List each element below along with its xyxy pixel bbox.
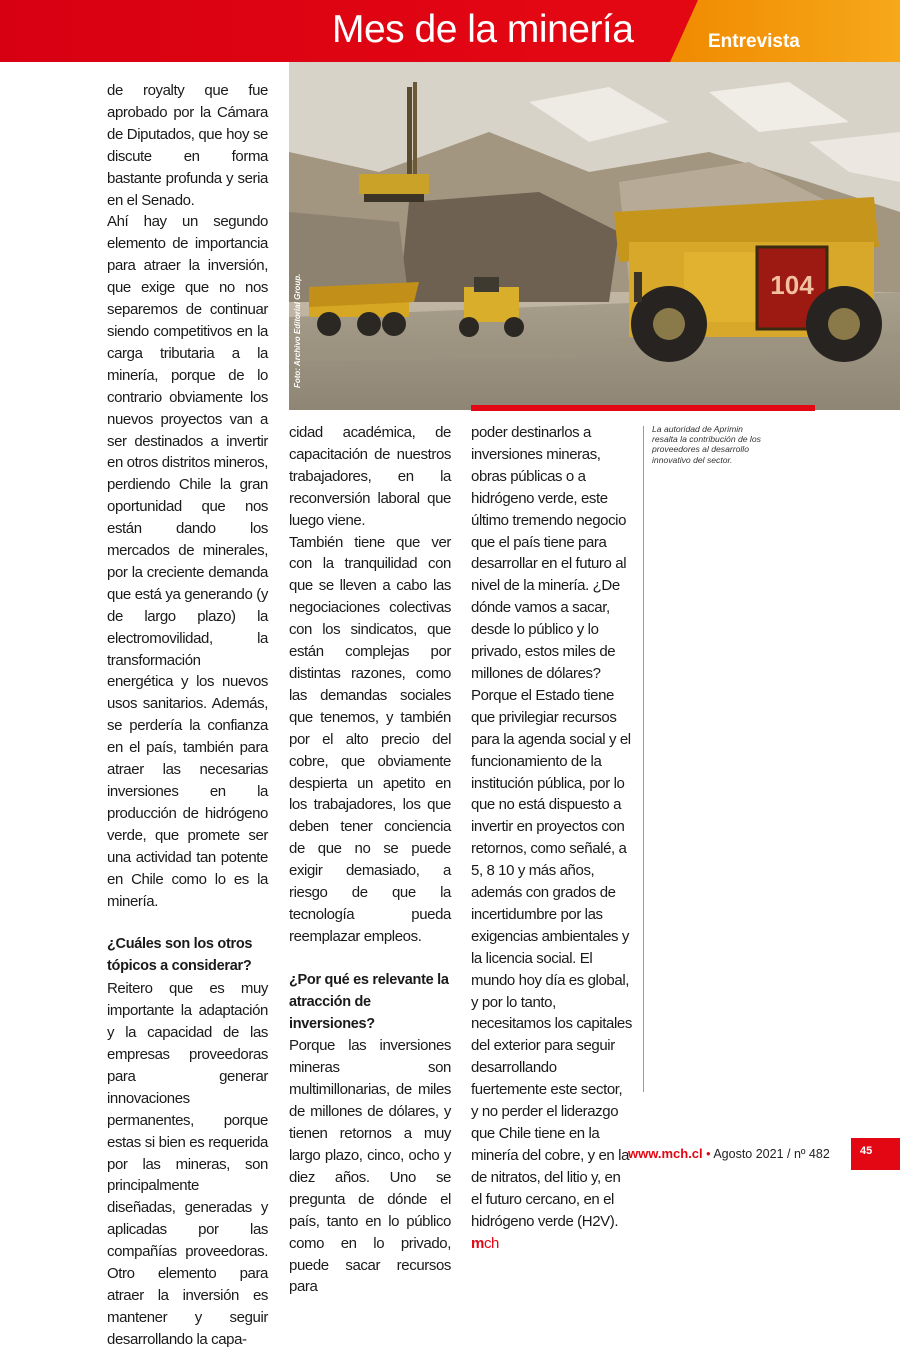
paragraph-text: poder destinarlos a inversiones mineras, obras públicas o a hidrógeno verde, este último tremendo negocio que el país tiene para desarrollar en el futuro al nivel de la minería. ¿De dónde vamos a sacar, desde lo público y lo privado, estos miles de millones de dólares? Porque el Estado tiene que privilegiar recursos para la agenda social y el funcionamiento de la institución pública, por lo que no está dispuesto a invertir en proyectos con retornos, como señalé, a 5, 8 10 y más años, además con grados de incertidumbre por las exigencias ambientales y la licencia social. El mundo hoy día es global, y por lo tanto, necesitamos los capitales del exterior para seguir desarrollando fuertemente este sector, y no perder el liderazgo que Chile tiene en la minería del cobre, y en la de nitratos, del litio y, en el futuro cercano, en el hidrógeno verde (H2V). bbox=[471, 424, 632, 1230]
article-column-1 bbox=[107, 80, 268, 1351]
accent-red-bar bbox=[471, 405, 815, 411]
photo-credit bbox=[293, 273, 305, 388]
caption-divider bbox=[643, 426, 644, 1092]
footer-url[interactable]: www.mch.cl bbox=[628, 1146, 703, 1161]
footer-issue: Agosto 2021 / nº 482 bbox=[713, 1147, 830, 1161]
interview-question: ¿Cuáles son los otros tópicos a considerar? bbox=[107, 936, 253, 975]
truck-number: 104 bbox=[770, 270, 814, 300]
article-column-2 bbox=[289, 422, 451, 1298]
page-footer bbox=[628, 1146, 830, 1161]
paragraph: de royalty que fue aprobado por la Cámara de Diputados, que hoy se discute en forma bastante profunda y seria en el Senado. bbox=[107, 82, 268, 209]
header-title: Mes de la minería bbox=[332, 8, 634, 51]
mch-sign-ch: ch bbox=[483, 1234, 499, 1252]
paragraph: Porque las inversiones mineras son multimillonarias, de miles de millones de dólares, y tienen retornos a muy largo plazo, cinco, ocho y diez años. Uno se pregunta de dónde el país, tanto en lo público como en lo privado, puede sacar recursos para bbox=[289, 1037, 451, 1296]
paragraph: Reitero que es muy importante la adaptación y la capacidad de las empresas proveedoras para generar innovaciones permanentes, porque estas si bien es requerida por las mineras, son principalmente diseñadas, generadas y aplicadas por las compañías proveedoras. Otro elemento para atraer la inversión es mantener y seguir desarrollando la capa- bbox=[107, 980, 268, 1348]
photo-credit-text: Foto: Archivo Editorial Group. bbox=[293, 273, 302, 388]
article-column-3 bbox=[471, 422, 633, 1254]
paragraph: cidad académica, de capacitación de nuestros trabajadores, en la reconversión laboral que luego viene. bbox=[289, 424, 451, 529]
mch-sign-m: m bbox=[471, 1234, 484, 1252]
page-number-box bbox=[851, 1138, 900, 1170]
page-header bbox=[0, 0, 900, 62]
photo-caption: La autoridad de Aprimin resalta la contribución de los proveedores al desarrollo innovativo del sector. bbox=[652, 424, 761, 465]
header-section-label: Entrevista bbox=[708, 31, 800, 52]
page-number: 45 bbox=[860, 1145, 873, 1157]
paragraph bbox=[471, 422, 633, 1254]
footer-separator: • bbox=[706, 1147, 711, 1161]
mining-trucks-photo bbox=[289, 62, 900, 410]
paragraph: Ahí hay un segundo elemento de importancia para atraer la inversión, que exige que no nos separemos de continuar siendo competitivos en la carga tributaria a la minería, porque de lo contrario obviamente los nuevos proyectos van a ser destinados a invertir en otros distritos mineros, perdiendo Chile la gran oportunidad que nos están dando los mercados de minerales, por la creciente demanda que está ya generando (y de largo plazo) la electromovilidad, la transformación energética y los nuevos usos sanitarios. Además, se perdería la confianza en el país, también para atraer las necesarias inversiones en la producción de hidrógeno verde, que promete ser una actividad tan potente en Chile como lo es la minería. bbox=[107, 213, 268, 910]
interview-question: ¿Por qué es relevante la atracción de inversiones? bbox=[289, 971, 449, 1032]
mch-end-sign bbox=[471, 1235, 499, 1252]
paragraph: También tiene que ver con la tranquilidad con que se lleven a cabo las negociaciones colectivas con los sindicatos, que están complejas por distintas razones, como las demandas sociales que tenemos, y también por el alto precio del cobre, que obviamente despierta un apetito en los trabajadores, los que deben tener conciencia de que no se puede exigir demasiado, a riesgo de que la tecnología pueda reemplazar empleos. bbox=[289, 533, 451, 945]
